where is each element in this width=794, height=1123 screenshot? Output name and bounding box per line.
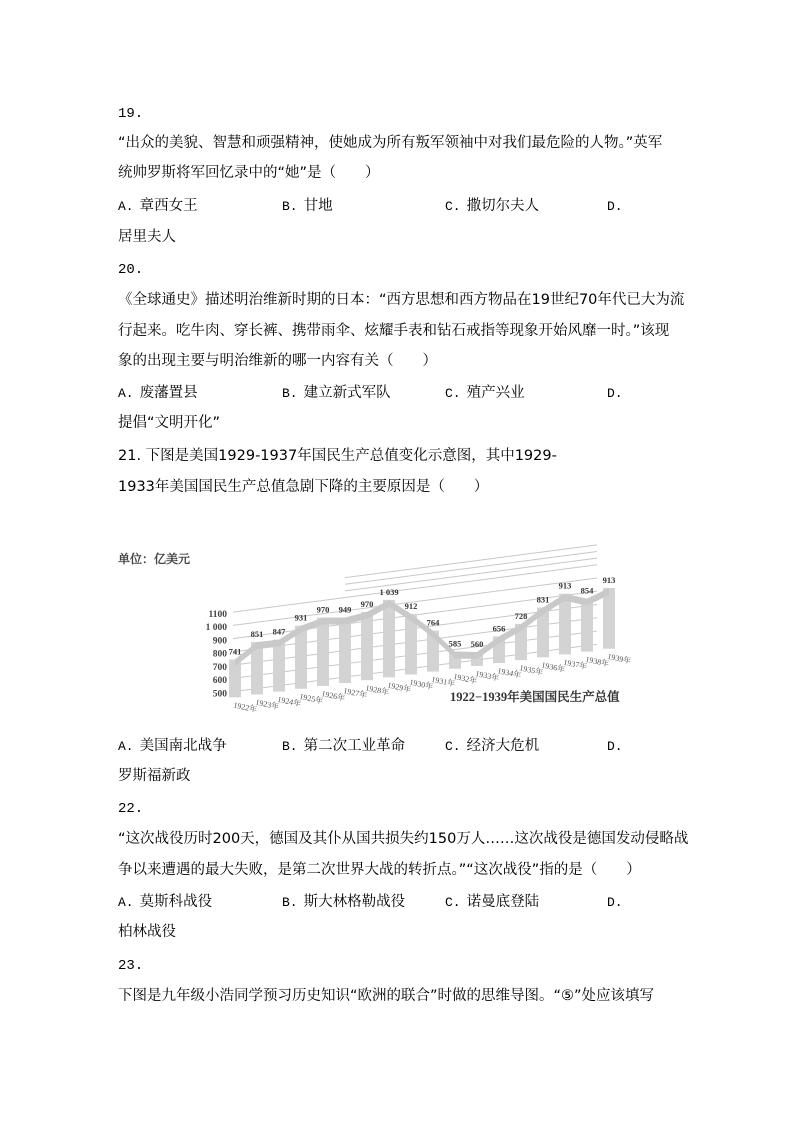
question-21-option-d-text[interactable]: 罗斯福新政 <box>118 768 191 784</box>
chart-x-tick-label: 1933年 <box>474 669 500 683</box>
question-22-stem-line: 争以来遭遇的最大失败，是第二次世界大战的转折点。”“这次战役”指的是（ ） <box>118 862 641 878</box>
option-key: A. <box>118 739 134 754</box>
question-19-option-d-text[interactable]: 居里夫人 <box>118 229 176 245</box>
chart-bar <box>361 612 373 680</box>
chart-x-tick-label: 1939年 <box>606 651 632 666</box>
option-key: C. <box>445 199 461 214</box>
chart-value-label: 970 <box>360 598 374 609</box>
chart-value-label: 949 <box>338 604 352 615</box>
option-key: C. <box>445 739 461 754</box>
chart-x-tick-label: 1924年 <box>276 694 302 709</box>
chart-y-ticks <box>206 610 228 700</box>
chart-x-tick-label: 1936年 <box>540 660 566 675</box>
chart-y-tick-label: 1100 <box>208 609 227 620</box>
chart-x-tick-label: 1926年 <box>320 689 346 703</box>
option-text: 殖产兴业 <box>466 385 525 401</box>
question-20-option-d[interactable] <box>607 383 629 404</box>
chart-x-tick-label: 1938年 <box>584 654 610 669</box>
question-22-stem-line: “这次战役历时200天，德国及其仆从国共损失约150万人……这次战役是德国发动侵略战 <box>118 831 689 847</box>
question-22-option-d[interactable] <box>607 892 629 913</box>
question-23-stem-line: 下图是九年级小浩同学预习历史知识“欧洲的联合”时做的思维导图。“⑤”处应该填写 <box>118 988 655 1004</box>
option-key: D. <box>607 386 623 401</box>
chart-unit-label: 单位：亿美元 <box>118 552 191 566</box>
chart-bar <box>339 618 351 683</box>
chart-x-tick-label: 1931年 <box>430 674 456 689</box>
option-key: D. <box>607 199 623 214</box>
chart-value-label: 851 <box>250 628 264 639</box>
question-20-option-b[interactable] <box>282 383 391 404</box>
option-key: C. <box>445 386 461 401</box>
chart-value-label: 741 <box>228 646 242 657</box>
chart-value-label: 831 <box>536 594 550 605</box>
chart-x-tick-label: 1935年 <box>518 663 544 678</box>
option-key: B. <box>282 895 298 910</box>
question-19-option-c[interactable] <box>445 196 539 217</box>
question-20-stem-line: 行起来。吃牛肉、穿长裤、携带雨伞、炫耀手表和钻石戒指等现象开始风靡一时。”该现 <box>118 323 670 339</box>
option-key: B. <box>282 199 298 214</box>
option-key: A. <box>118 895 134 910</box>
question-20-option-d-text[interactable]: 提倡“文明开化” <box>118 415 221 431</box>
chart-x-tick-label: 1928年 <box>364 683 390 698</box>
option-text: 第二次工业革命 <box>303 738 406 754</box>
chart-gridline <box>345 545 597 578</box>
question-19-stem-line: 统帅罗斯将军回忆录中的“她”是（ ） <box>118 165 380 181</box>
chart-value-label: 913 <box>558 580 572 591</box>
option-text: 甘地 <box>303 198 333 214</box>
option-key: D. <box>607 895 623 910</box>
chart-y-tick-label: 1 000 <box>205 623 227 634</box>
chart-value-label: 728 <box>514 610 528 621</box>
option-text: 莫斯科战役 <box>139 894 213 910</box>
option-key: D. <box>607 739 623 754</box>
chart-value-label: 656 <box>492 623 506 634</box>
chart-x-tick-label: 1929年 <box>386 680 412 695</box>
option-text: 诺曼底登陆 <box>466 894 540 910</box>
chart-value-label: 560 <box>470 638 484 649</box>
chart-bar <box>383 600 395 677</box>
chart-x-tick-label: 1937年 <box>562 657 588 672</box>
chart-x-tick-label: 1925年 <box>298 691 324 706</box>
question-21-stem-line: 21. 下图是美国1929-1937年国民生产总值变化示意图，其中1929- <box>118 448 557 464</box>
option-text: 经济大危机 <box>466 738 540 754</box>
option-text: 章西女王 <box>139 198 198 214</box>
question-21-stem-line: 1933年美国国民生产总值急剧下降的主要原因是（ ） <box>118 479 489 495</box>
chart-y-tick-label: 500 <box>212 689 227 700</box>
question-20-stem-line: 《全球通史》描述明治维新时期的日本：“西方思想和西方物品在19世纪70年代已大为流 <box>118 292 685 308</box>
question-23-number: 23. <box>118 958 144 974</box>
question-21-option-c[interactable] <box>445 736 539 757</box>
chart-value-label: 854 <box>580 585 594 596</box>
question-22-number: 22. <box>118 801 144 817</box>
chart-value-label: 970 <box>316 604 330 615</box>
option-text: 建立新式军队 <box>303 385 391 401</box>
chart-bar <box>273 640 285 692</box>
option-text: 美国南北战争 <box>139 738 227 754</box>
question-22-option-d-text[interactable]: 柏林战役 <box>118 924 176 940</box>
chart-x-tick-label: 1930年 <box>408 677 434 692</box>
chart-x-tick-label: 1932年 <box>452 671 478 686</box>
chart-gridline <box>345 552 597 585</box>
question-22-option-c[interactable] <box>445 892 539 913</box>
question-19-stem-line: “出众的美貌、智慧和顽强精神，使她成为所有叛军领袖中对我们最危险的人物。”英军 <box>118 135 663 151</box>
question-21-option-a[interactable] <box>118 736 227 757</box>
chart-y-tick-label: 800 <box>212 649 227 660</box>
chart-value-label: 1 039 <box>379 586 399 597</box>
chart-y-tick-label: 700 <box>212 662 227 673</box>
question-20-stem-line: 象的出现主要与明治维新的哪一内容有关（ ） <box>118 353 437 369</box>
option-text: 撒切尔夫人 <box>466 198 540 214</box>
chart-value-label: 912 <box>404 600 418 611</box>
question-21-option-b[interactable] <box>282 736 405 757</box>
chart-x-tick-label: 1923年 <box>254 697 280 712</box>
option-key: A. <box>118 199 134 214</box>
chart-y-tick-label: 900 <box>212 636 227 647</box>
chart-title: 1922−1939年美国国民生产总值 <box>450 690 620 704</box>
chart-value-label: 585 <box>448 638 462 649</box>
chart-value-label: 764 <box>426 617 440 628</box>
question-19-option-b[interactable] <box>282 196 333 217</box>
chart-bar <box>581 599 593 652</box>
chart-value-label: 931 <box>294 612 308 623</box>
question-20-option-a[interactable] <box>118 383 198 404</box>
option-key: B. <box>282 386 298 401</box>
question-21-option-d[interactable] <box>607 736 629 757</box>
option-text: 废藩置县 <box>139 385 198 401</box>
chart-x-tick-label: 1934年 <box>496 666 522 680</box>
option-key: B. <box>282 739 298 754</box>
chart-x-tick-label: 1927年 <box>342 686 368 700</box>
gnp-chart <box>115 505 645 720</box>
question-22-option-b[interactable] <box>282 892 405 913</box>
chart-y-tick-label: 600 <box>212 676 227 687</box>
option-text: 斯大林格勒战役 <box>303 894 406 910</box>
option-key: C. <box>445 895 461 910</box>
chart-bar <box>317 618 329 686</box>
option-key: A. <box>118 386 134 401</box>
chart-value-label: 913 <box>602 575 616 586</box>
chart-value-label: 847 <box>272 626 286 637</box>
question-19-number: 19. <box>118 106 144 122</box>
chart-bar <box>603 588 615 649</box>
question-19-option-d[interactable] <box>607 196 629 217</box>
question-22-option-a[interactable] <box>118 892 212 913</box>
question-20-option-c[interactable] <box>445 383 525 404</box>
question-20-number: 20. <box>118 262 144 278</box>
chart-x-tick-label: 1922年 <box>232 700 258 715</box>
question-19-option-a[interactable] <box>118 196 198 217</box>
